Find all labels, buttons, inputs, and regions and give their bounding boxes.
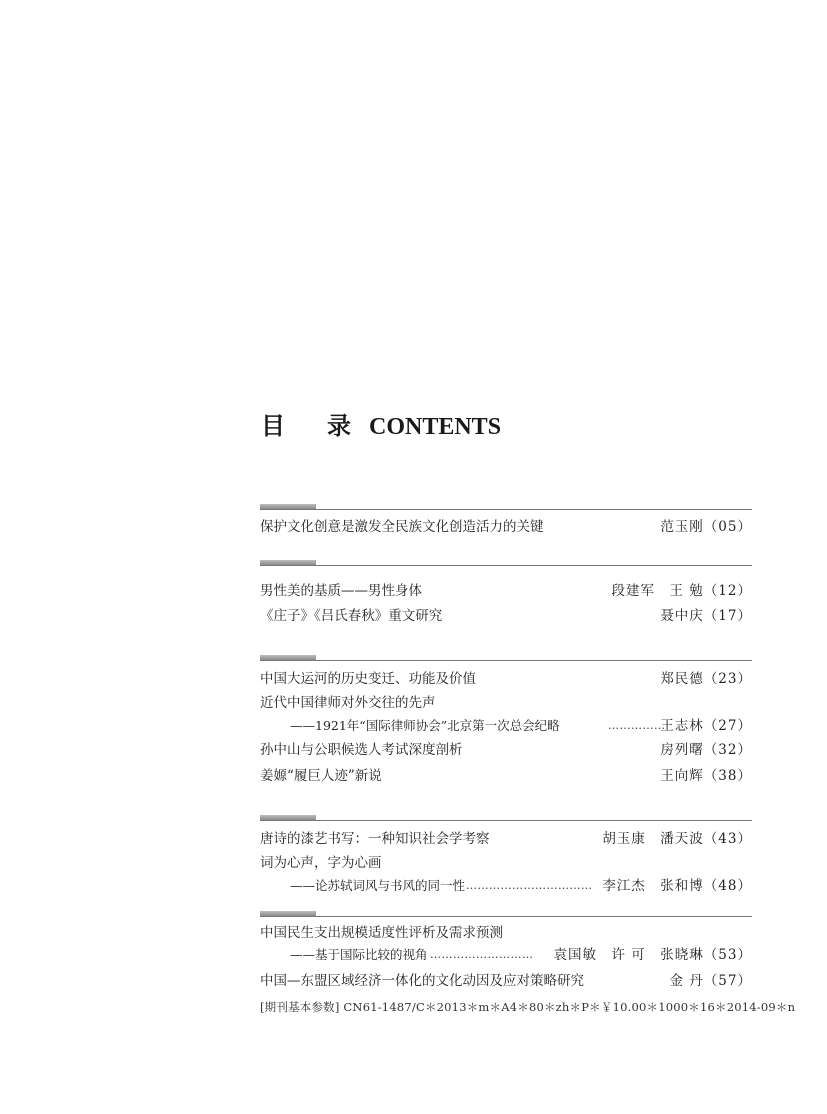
article-subtitle: ——1921年“国际律师协会”北京第一次总会纪略 [290, 718, 560, 733]
article-title: 姜嫄“履巨人迹”新说 [260, 768, 382, 784]
article-title: 保护文化创意是激发全民族文化创造活力的关键 [260, 519, 544, 535]
article-authors-page: 聂中庆（17） [660, 608, 752, 624]
section-divider [260, 916, 752, 917]
article-authors-page: 胡玉康 潘天波（43） [602, 831, 752, 847]
article-authors-page: 李江杰 张和博（48） [602, 878, 752, 894]
toc-entry-subtitle[interactable] [260, 944, 752, 966]
article-authors-page: 金 丹（57） [669, 973, 752, 989]
article-subtitle: ——论苏轼词风与书风的同一性 [290, 878, 466, 893]
article-title: 中国大运河的历史变迁、功能及价值 [260, 671, 476, 687]
section-divider [260, 660, 752, 661]
article-authors-page: 王向辉（38） [660, 768, 752, 784]
dot-leader: …………………………… [466, 879, 593, 892]
dot-leader: …………… [608, 719, 666, 732]
toc-entry-subtitle[interactable] [260, 875, 752, 897]
toc-entry[interactable] [260, 739, 752, 761]
toc-entry[interactable] [260, 765, 752, 787]
article-title: 词为心声，字为心画 [260, 855, 382, 871]
article-subtitle: ——基于国际比较的视角 [290, 947, 428, 962]
article-authors-page: 郑民德（23） [660, 671, 752, 687]
contents-title-en: CONTENTS [369, 414, 502, 440]
toc-entry[interactable] [260, 668, 752, 690]
article-title: 中国—东盟区域经济一体化的文化动因及应对策略研究 [260, 973, 584, 989]
section-divider [260, 820, 752, 821]
article-title: 中国民生支出规模适度性评析及需求预测 [260, 925, 503, 941]
toc-entry-subtitle[interactable] [260, 715, 752, 737]
journal-parameters: [期刊基本参数] CN61-1487/C＊2013＊m＊A4＊80＊zh＊P＊￥10.00＊1000＊16＊2014-09＊n [260, 1000, 796, 1014]
article-title: 唐诗的漆艺书写：一种知识社会学考察 [260, 831, 490, 847]
contents-title [261, 406, 501, 441]
toc-entry[interactable] [260, 692, 752, 714]
toc-entry[interactable] [260, 970, 752, 992]
article-title: 孙中山与公职候选人考试深度剖析 [260, 742, 463, 758]
section-divider [260, 509, 752, 510]
article-authors-page: 段建军 王 勉（12） [611, 583, 752, 599]
contents-title-cn: 目 录 [261, 414, 369, 440]
toc-entry[interactable] [260, 828, 752, 850]
article-title: 《庄子》《吕氏春秋》重文研究 [260, 608, 443, 624]
section-divider [260, 565, 752, 566]
toc-entry[interactable] [260, 580, 752, 602]
article-authors-page: 范玉刚（05） [660, 519, 752, 535]
article-authors-page: 王志林（27） [660, 718, 752, 734]
dot-leader: ……………………… [430, 948, 534, 961]
article-authors-page: 袁国敏 许 可 张晓琳（53） [553, 947, 752, 963]
article-authors-page: 房列曙（32） [660, 742, 752, 758]
toc-entry[interactable] [260, 922, 752, 944]
toc-entry[interactable] [260, 605, 752, 627]
toc-entry[interactable] [260, 516, 752, 538]
article-title: 男性美的基质——男性身体 [260, 583, 422, 599]
article-title: 近代中国律师对外交往的先声 [260, 695, 436, 711]
toc-entry[interactable] [260, 852, 752, 874]
